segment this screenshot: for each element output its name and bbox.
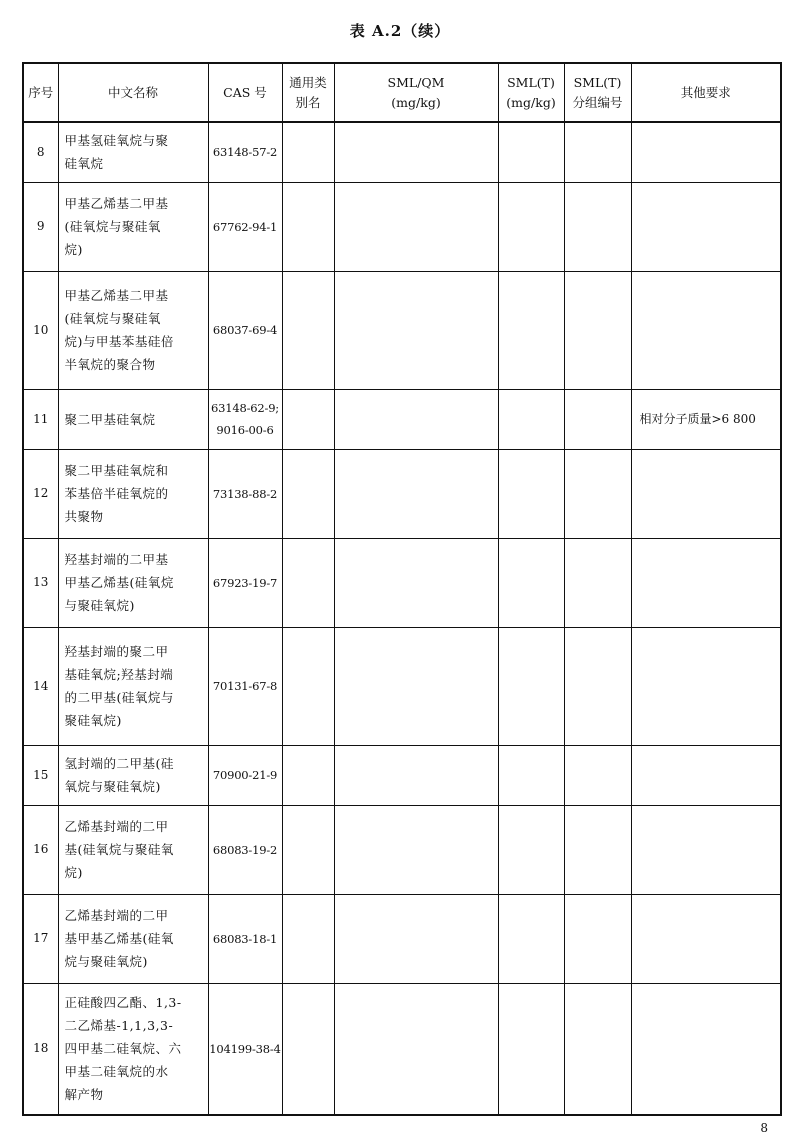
cell-serial-no: 10 (23, 271, 58, 389)
cell-chinese-name-line: (硅氧烷与聚硅氧 (64, 311, 161, 326)
cell-cas-no-line: 68083-19-2 (212, 842, 278, 857)
cell-chinese-name-line: 烷) (64, 865, 83, 880)
cell-sml-qm (334, 182, 498, 271)
cell-serial-no: 13 (23, 538, 58, 627)
table-row (23, 894, 781, 983)
cell-cas-no-line: 67923-19-7 (212, 575, 278, 590)
header-common-alias (282, 63, 334, 122)
cell-cas-no (208, 805, 282, 894)
cell-serial-no: 11 (23, 389, 58, 449)
cell-other-requirements (631, 449, 781, 538)
cell-chinese-name (58, 449, 208, 538)
cell-sml-t-group (564, 182, 631, 271)
cell-chinese-name-line: 甲基乙烯基(硅氧烷 (64, 575, 174, 590)
cell-chinese-name-line: 烷与聚硅氧烷) (64, 954, 148, 969)
cell-chinese-name-line: 聚二甲基硅氧烷 (64, 411, 156, 427)
cell-cas-no (208, 627, 282, 745)
cell-chinese-name (58, 627, 208, 745)
cell-chinese-name-line: 基(硅氧烷与聚硅氧 (64, 842, 174, 857)
cell-common-alias (282, 627, 334, 745)
cell-sml-qm (334, 894, 498, 983)
cell-cas-no (208, 122, 282, 182)
cell-chinese-name-line: 甲基乙烯基二甲基 (64, 196, 169, 211)
header-sml-t (498, 63, 564, 122)
cell-common-alias (282, 271, 334, 389)
cell-chinese-name-line: 氧烷与聚硅氧烷) (64, 779, 161, 794)
cell-sml-qm (334, 538, 498, 627)
header-other-requirements (631, 63, 781, 122)
cell-chinese-name-line: 正硅酸四乙酯、1,3- (64, 995, 182, 1011)
cell-other-requirements (631, 983, 781, 1115)
cell-chinese-name-line: 解产物 (64, 1087, 104, 1103)
cell-chinese-name (58, 538, 208, 627)
cell-sml-t-group (564, 983, 631, 1115)
cell-common-alias (282, 449, 334, 538)
cell-chinese-name-line: 羟基封端的聚二甲 (64, 644, 169, 659)
cell-cas-no (208, 894, 282, 983)
cell-serial-no: 12 (23, 449, 58, 538)
cell-chinese-name-line: 基硅氧烷;羟基封端 (64, 667, 174, 682)
cell-sml-qm (334, 389, 498, 449)
cell-other-requirements (631, 538, 781, 627)
table-row (23, 538, 781, 627)
cell-chinese-name-line: (硅氧烷与聚硅氧 (64, 219, 161, 234)
cell-sml-t (498, 122, 564, 182)
cell-sml-t (498, 538, 564, 627)
header-text-line: 别名 (295, 94, 321, 110)
cell-cas-no (208, 449, 282, 538)
cell-sml-t (498, 745, 564, 805)
cell-chinese-name-line: 甲基氢硅氧烷与聚 (64, 133, 169, 149)
header-text-line: 分组编号 (572, 94, 623, 110)
cell-chinese-name-line: 甲基乙烯基二甲基 (64, 288, 169, 303)
cell-chinese-name (58, 894, 208, 983)
cell-chinese-name-line: 聚硅氧烷) (64, 713, 122, 728)
cell-sml-t (498, 983, 564, 1115)
cell-common-alias (282, 745, 334, 805)
cell-sml-t (498, 449, 564, 538)
cell-sml-qm (334, 983, 498, 1115)
cell-chinese-name (58, 805, 208, 894)
cell-sml-t-group (564, 627, 631, 745)
cell-sml-t-group (564, 389, 631, 449)
header-text-line: 中文名称 (107, 84, 158, 100)
cell-sml-t (498, 805, 564, 894)
cell-chinese-name-line: 半氧烷的聚合物 (64, 357, 156, 372)
cell-other-requirements (631, 182, 781, 271)
header-text-line: 序号 (28, 84, 54, 100)
cell-sml-t-group (564, 894, 631, 983)
cell-chinese-name-line: 基甲基乙烯基(硅氧 (64, 931, 174, 946)
cell-cas-no-line: 68083-18-1 (212, 931, 278, 946)
cell-other-requirements: 相对分子质量>6 800 (631, 389, 781, 449)
header-sml-qm (334, 63, 498, 122)
cell-chinese-name-line: 硅氧烷 (64, 156, 104, 172)
cell-sml-qm (334, 449, 498, 538)
cell-cas-no-line: 104199-38-4 (209, 1041, 281, 1056)
cell-sml-t (498, 894, 564, 983)
cell-common-alias (282, 983, 334, 1115)
cell-chinese-name-line: 烷) (64, 242, 83, 257)
cell-sml-qm (334, 745, 498, 805)
table-row (23, 745, 781, 805)
cell-serial-no: 16 (23, 805, 58, 894)
cell-chinese-name (58, 122, 208, 182)
cell-cas-no-line: 70131-67-8 (212, 679, 278, 693)
table-row (23, 271, 781, 389)
cell-chinese-name-line: 聚二甲基硅氧烷和 (64, 463, 169, 478)
cell-sml-t (498, 627, 564, 745)
header-row (23, 63, 781, 122)
header-text-line: SML(T) (573, 74, 622, 90)
table-row (23, 122, 781, 182)
table-row (23, 449, 781, 538)
table-row (23, 182, 781, 271)
cell-serial-no: 14 (23, 627, 58, 745)
cell-sml-t (498, 389, 564, 449)
cell-common-alias (282, 894, 334, 983)
cell-common-alias (282, 389, 334, 449)
cell-cas-no (208, 983, 282, 1115)
cell-serial-no: 15 (23, 745, 58, 805)
cell-chinese-name (58, 182, 208, 271)
table-body (23, 122, 781, 1115)
table-row (23, 805, 781, 894)
cell-chinese-name-line: 乙烯基封端的二甲 (64, 908, 169, 923)
cell-chinese-name-line: 烷)与甲基苯基硅倍 (64, 334, 174, 349)
cell-common-alias (282, 122, 334, 182)
page-number: 8 (760, 1121, 768, 1135)
cell-chinese-name-line: 与聚硅氧烷) (64, 598, 135, 613)
cell-chinese-name-line: 二乙烯基-1,1,3,3- (64, 1018, 174, 1034)
cell-cas-no-line: 67762-94-1 (212, 219, 278, 234)
cell-sml-t-group (564, 122, 631, 182)
cell-sml-t-group (564, 271, 631, 389)
cell-chinese-name-line: 四甲基二硅氧烷、六 (64, 1041, 182, 1057)
table-title: 表 A.2（续） (349, 22, 451, 40)
cell-serial-no: 8 (23, 122, 58, 182)
cell-serial-no: 9 (23, 182, 58, 271)
header-chinese-name (58, 63, 208, 122)
cell-cas-no (208, 271, 282, 389)
header-no (23, 63, 58, 122)
cell-other-requirements (631, 805, 781, 894)
cell-sml-t-group (564, 449, 631, 538)
cell-chinese-name (58, 389, 208, 449)
cell-serial-no: 17 (23, 894, 58, 983)
cell-cas-no-line: 9016-00-6 (216, 423, 274, 437)
cell-common-alias (282, 538, 334, 627)
header-text-line: 其他要求 (680, 84, 731, 100)
cell-other-requirements (631, 271, 781, 389)
header-text-line: SML/QM (387, 74, 445, 90)
cell-sml-t-group (564, 538, 631, 627)
cell-common-alias (282, 805, 334, 894)
header-text-line: (mg/kg) (506, 94, 556, 110)
cell-chinese-name-line: 乙烯基封端的二甲 (64, 819, 169, 834)
cell-serial-no: 18 (23, 983, 58, 1115)
cell-chinese-name-line: 苯基倍半硅氧烷的 (64, 486, 169, 501)
header-text-line: SML(T) (507, 74, 555, 90)
cell-chinese-name-line: 氢封端的二甲基(硅 (64, 756, 174, 771)
cell-cas-no (208, 538, 282, 627)
table-row (23, 627, 781, 745)
cell-other-requirements (631, 627, 781, 745)
cell-cas-no (208, 389, 282, 449)
cell-cas-no-line: 68037-69-4 (212, 323, 278, 337)
cell-cas-no-line: 63148-57-2 (212, 145, 278, 160)
cell-chinese-name (58, 271, 208, 389)
cell-sml-qm (334, 627, 498, 745)
cell-sml-qm (334, 805, 498, 894)
cell-cas-no (208, 745, 282, 805)
header-text-line: 通用类 (289, 74, 327, 90)
cell-cas-no-line: 63148-62-9; (211, 401, 279, 415)
header-cas-no (208, 63, 282, 122)
cell-cas-no-line: 73138-88-2 (212, 486, 278, 501)
header-sml-t-group (564, 63, 631, 122)
cell-other-requirements (631, 894, 781, 983)
header-text-line: (mg/kg) (391, 94, 441, 110)
cell-chinese-name (58, 745, 208, 805)
cell-chinese-name-line: 甲基二硅氧烷的水 (64, 1064, 169, 1080)
table-row (23, 389, 781, 449)
cell-sml-t-group (564, 745, 631, 805)
header-text-line: CAS 号 (223, 84, 267, 100)
cell-common-alias (282, 182, 334, 271)
cell-other-requirements (631, 745, 781, 805)
cell-chinese-name-line: 的二甲基(硅氧烷与 (64, 690, 174, 705)
cell-sml-qm (334, 122, 498, 182)
cell-cas-no-line: 70900-21-9 (212, 768, 278, 782)
cell-other-requirements (631, 122, 781, 182)
cell-sml-t-group (564, 805, 631, 894)
cell-sml-t (498, 271, 564, 389)
cell-cas-no (208, 182, 282, 271)
cell-sml-qm (334, 271, 498, 389)
cell-chinese-name-line: 羟基封端的二甲基 (64, 552, 169, 567)
cell-chinese-name (58, 983, 208, 1115)
cell-sml-t (498, 182, 564, 271)
table-row (23, 983, 781, 1115)
substance-table (22, 62, 782, 1116)
cell-chinese-name-line: 共聚物 (64, 509, 104, 524)
